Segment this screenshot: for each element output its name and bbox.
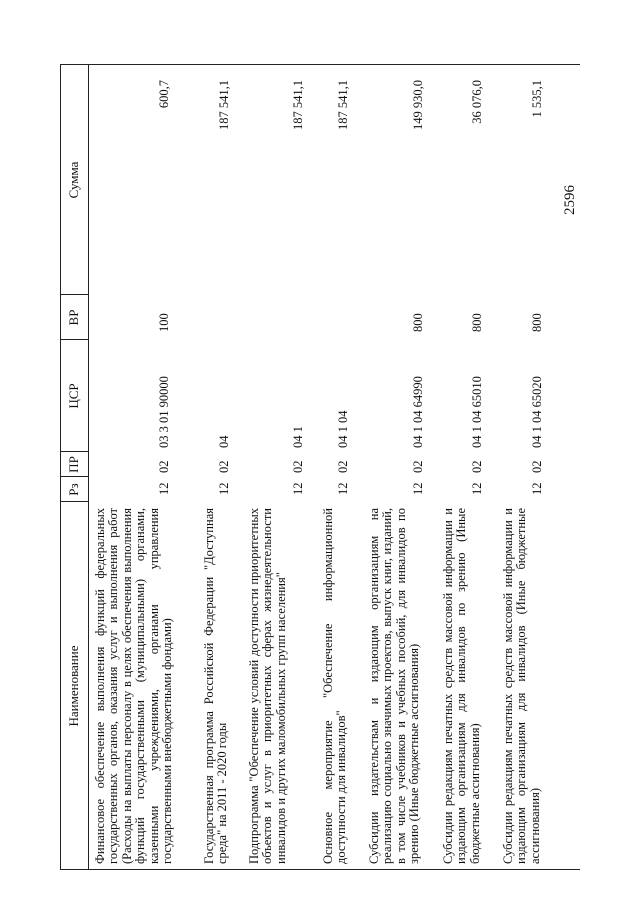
row-pr: 02: [411, 460, 425, 473]
row-csr: 04 1 04 65010: [470, 376, 484, 448]
table-row: [442, 65, 492, 870]
table-row: [203, 65, 239, 870]
table-row: [502, 65, 552, 870]
row-pr: 02: [157, 460, 171, 473]
row-rz: 12: [411, 482, 425, 495]
row-csr: 04 1 04 64990: [411, 376, 425, 448]
header-sum: Сумма: [66, 161, 81, 199]
header-bottom-border: [88, 65, 89, 870]
header-vr: ВР: [66, 309, 81, 326]
row-pr: 02: [217, 460, 231, 473]
row-pr: 02: [291, 460, 305, 473]
page-number: 2596: [562, 185, 578, 215]
row-vr: 800: [530, 313, 544, 332]
row-vr: 100: [157, 313, 171, 332]
row-name: Субсидии редакциям печатных средств массовой информации и издающим организациям для инвалидов (Иные бюджетные ассигнования): [501, 508, 542, 864]
row-name: Подпрограмма "Обеспечение условий доступности приоритетных объектов и услуг в приоритетных сферах жизнедеятельности инвалидов и других маломобильных групп населения": [247, 508, 288, 864]
header-name: Наименование: [66, 645, 81, 727]
row-sum: 600,7: [157, 80, 171, 109]
row-rz: 12: [157, 482, 171, 495]
row-sum: 149 930,0: [411, 80, 425, 130]
table-row: [368, 65, 432, 870]
row-sum: 1 535,1: [530, 80, 544, 118]
row-rz: 12: [530, 482, 544, 495]
row-csr: 04 1 04 65020: [530, 376, 544, 448]
row-name: Государственная программа Российской Федерации "Доступная среда" на 2011 - 2020 годы: [202, 508, 230, 864]
row-sum: 187 541,1: [336, 80, 350, 130]
row-csr: 03 3 01 90000: [157, 376, 171, 448]
row-sum: 36 076,0: [470, 80, 484, 124]
row-vr: 800: [470, 313, 484, 332]
row-rz: 12: [336, 482, 350, 495]
document-sheet: [60, 65, 580, 870]
header-csr: ЦСР: [66, 383, 81, 409]
row-rz: 12: [470, 482, 484, 495]
table-row: [248, 65, 312, 870]
row-rz: 12: [291, 482, 305, 495]
header-pr: ПР: [66, 456, 81, 473]
row-sum: 187 541,1: [217, 80, 231, 130]
row-pr: 02: [530, 460, 544, 473]
row-rz: 12: [217, 482, 231, 495]
row-name: Субсидии издательствам и издающим организациям на реализацию социально значимых проектов, выпуск книг, изданий, в том числе учебников и учебных пособий, для инвалидов по зрению (Иные бюджетные ассигнования): [367, 508, 422, 864]
row-csr: 04: [217, 435, 231, 448]
row-pr: 02: [470, 460, 484, 473]
row-csr: 04 1 04: [336, 410, 350, 448]
row-name: Субсидии редакциям печатных средств массовой информации и издающим организациям для инвалидов по зрению (Иные бюджетные ассигнования): [441, 508, 482, 864]
row-csr: 04 1: [291, 426, 305, 448]
table-row: [322, 65, 358, 870]
row-vr: 800: [411, 313, 425, 332]
row-name: Финансовое обеспечение выполнения функций федеральных государственных органов, оказания услуг и выполнения работ (Расходы на выплаты персоналу в целях обеспечения выполнения функций государственными (муниципальными) органами, казенными учреждениями, органами управления государственными внебюджетными фондами): [93, 508, 175, 864]
row-sum: 187 541,1: [291, 80, 305, 130]
budget-table: [60, 65, 580, 870]
table-row: [94, 65, 198, 870]
header-rz: Рз: [66, 483, 81, 496]
row-pr: 02: [336, 460, 350, 473]
row-name: Основное мероприятие "Обеспечение информационной доступности для инвалидов": [321, 508, 349, 864]
